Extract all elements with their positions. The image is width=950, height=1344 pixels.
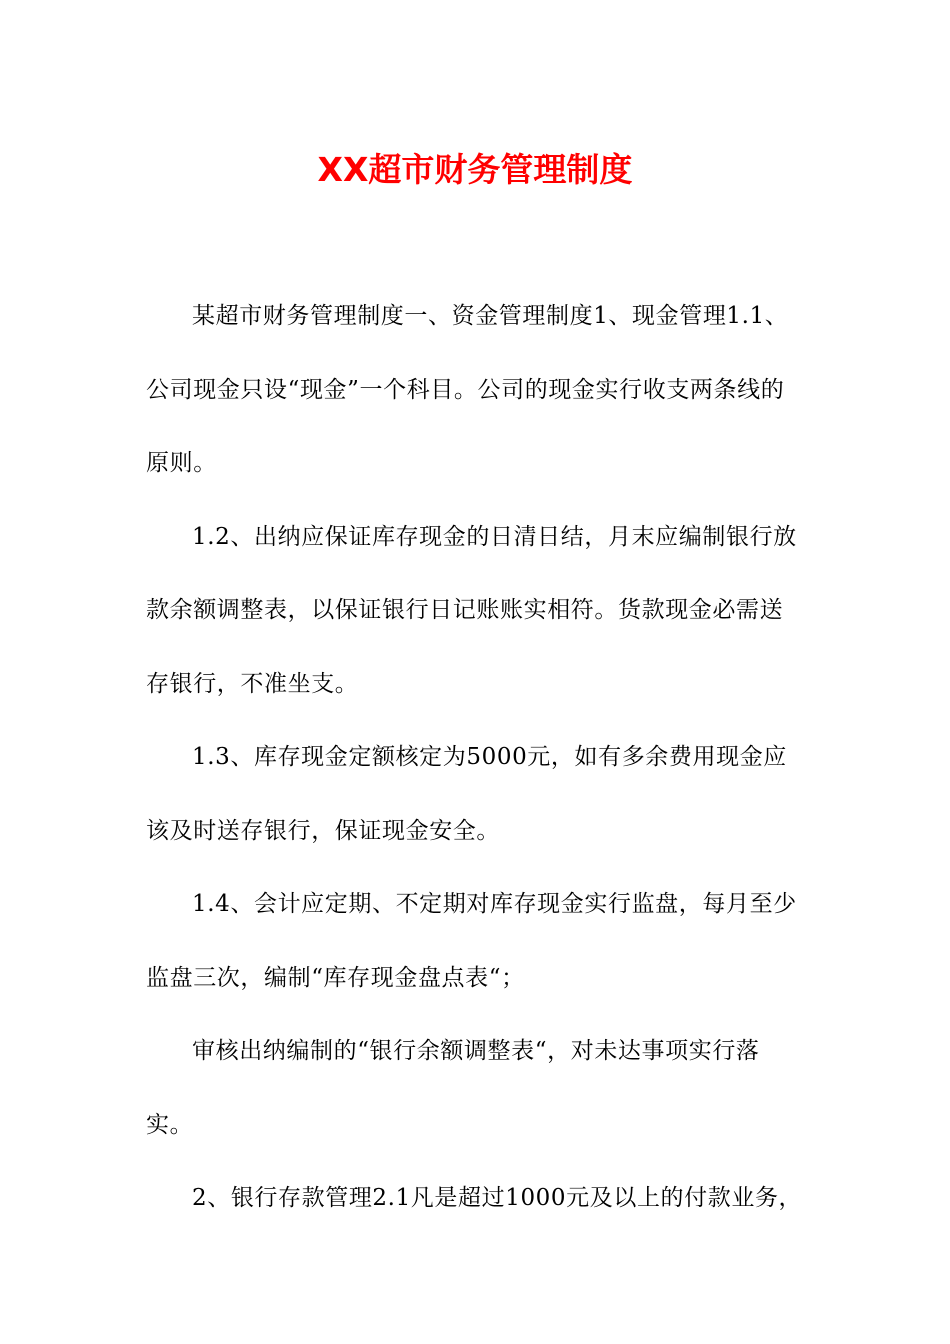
paragraph-4: 1.4、会计应定期、不定期对库存现金实行监盘，每月至少监盘三次，编制“库存现金盘点表“； — [146, 891, 797, 991]
paragraph-6: 2、银行存款管理2.1凡是超过1000元及以上的付款业务， — [192, 1185, 803, 1211]
paragraph-5: 审核出纳编制的“银行余额调整表“，对未达事项实行落实。 — [146, 1038, 760, 1138]
paragraph-1: 某超市财务管理制度一、资金管理制度1、现金管理1.1、公司现金只设“现金”一个科目。公司的现金实行收支两条线的原则。 — [146, 303, 789, 476]
paragraph-2: 1.2、出纳应保证库存现金的日清日结，月末应编制银行放款余额调整表，以保证银行日记账账实相符。货款现金必需送存银行，不准坐支。 — [146, 523, 797, 697]
document-body — [146, 280, 806, 1236]
paragraph-3: 1.3、库存现金定额核定为5000元，如有多余费用现金应该及时送存银行，保证现金安全。 — [146, 744, 787, 844]
document-title: XX超市财务管理制度 — [317, 150, 633, 189]
